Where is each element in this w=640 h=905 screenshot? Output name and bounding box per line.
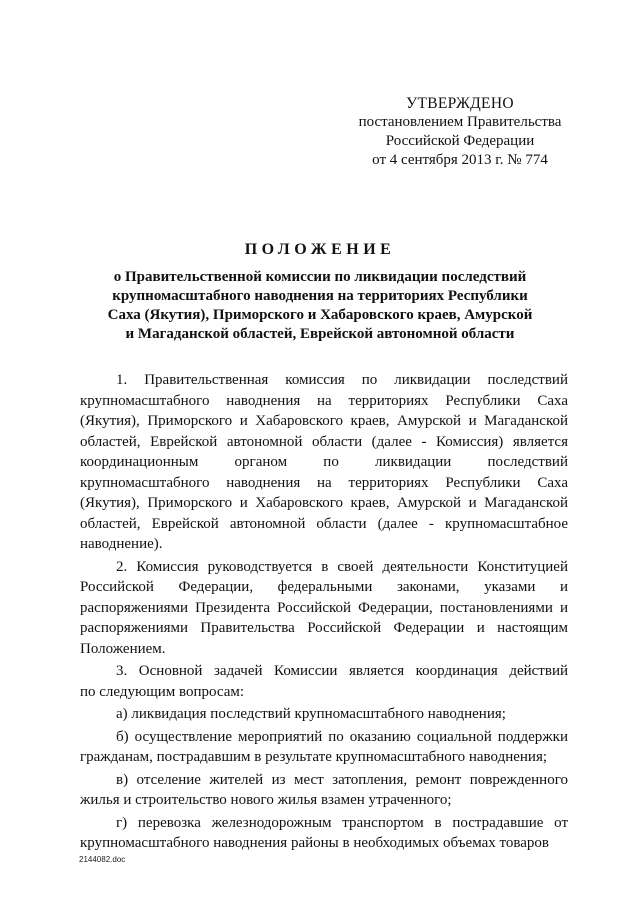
paragraph-line: распоряжениями Президента Российской Федерации, постановлениями и [80, 599, 568, 616]
paragraph-line: 3. Основной задачей Комиссии является координация действий [116, 663, 568, 679]
approval-line-decree: постановлением Правительства [358, 114, 562, 130]
paragraph [80, 770, 568, 811]
paragraph [80, 704, 568, 725]
paragraph-line: Российской Федерации, федеральными законами, указами и [80, 579, 568, 595]
paragraph-line: крупномасштабного наводнения районы в необходимых объемах товаров [80, 835, 549, 851]
paragraph [80, 557, 568, 660]
paragraph [80, 661, 568, 702]
paragraph-line: распоряжениями Правительства Российской Федерации и настоящим [80, 620, 568, 636]
paragraph-line: крупномасштабного наводнения на территориях Республики Саха [80, 392, 568, 409]
paragraph-line: (Якутия), Приморского и Хабаровского краев, Амурской и Магаданской [80, 413, 568, 429]
document-title: ПОЛОЖЕНИЕ [244, 241, 396, 258]
paragraph-line: крупномасштабного наводнения на территориях Республики Саха [80, 474, 568, 491]
paragraph-line: в) отселение жителей из мест затопления, ремонт поврежденного [116, 771, 568, 788]
paragraph-line: (Якутия), Приморского и Хабаровского краев, Амурской и Магаданской [80, 495, 568, 511]
paragraph-line: областей, Еврейской автономной области (далее - крупномасштабное [80, 515, 568, 532]
approval-heading: УТВЕРЖДЕНО [406, 95, 514, 112]
paragraph-line: 1. Правительственная комиссия по ликвидации последствий [116, 372, 568, 388]
document-subtitle [70, 268, 570, 344]
approval-stamp [340, 94, 580, 170]
paragraph [80, 727, 568, 768]
paragraph-line: а) ликвидация последствий крупномасштабного наводнения; [116, 706, 506, 722]
paragraph-line: 2. Комиссия руководствуется в своей деятельности Конституцией [116, 558, 568, 575]
paragraph-line: по следующим вопросам: [80, 683, 245, 700]
file-name: 2144082.doc [79, 855, 126, 864]
document-header [70, 240, 570, 344]
paragraph [80, 370, 568, 555]
paragraph [80, 813, 568, 854]
paragraph-line: координационным органом по ликвидации последствий [80, 454, 568, 470]
subtitle-line: крупномасштабного наводнения на территориях Республики [112, 288, 528, 304]
subtitle-line: о Правительственной комиссии по ликвидации последствий [113, 269, 527, 285]
paragraph-line: г) перевозка железнодорожным транспортом в пострадавшие от [116, 814, 568, 831]
paragraph-line: наводнение). [80, 536, 163, 552]
paragraph-line: гражданам, пострадавшим в результате крупномасштабного наводнения; [80, 749, 548, 765]
paragraph-line: б) осуществление мероприятий по оказанию социальной поддержки [116, 728, 568, 745]
subtitle-line: Саха (Якутия), Приморского и Хабаровского краев, Амурской [107, 307, 533, 323]
document-body [80, 370, 568, 856]
paragraph-line: Положением. [80, 640, 166, 657]
paragraph-line: областей, Еврейской автономной области (далее - Комиссия) является [80, 433, 568, 450]
approval-line-date: от 4 сентября 2013 г. № 774 [372, 152, 548, 168]
subtitle-line: и Магаданской областей, Еврейской автономной области [125, 326, 515, 342]
approval-line-federation: Российской Федерации [385, 133, 535, 149]
paragraph-line: жилья и строительство нового жилья взамен утраченного; [80, 792, 452, 808]
